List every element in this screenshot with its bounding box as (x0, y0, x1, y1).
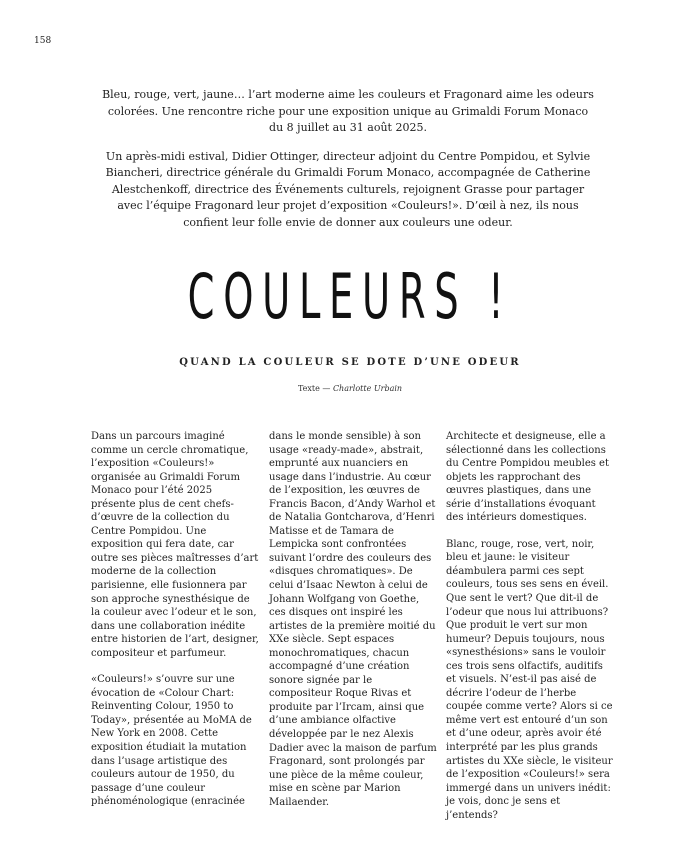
column-3-paragraph-1: Architecte et designeuse, elle a sélectionné dans les collections du Centre Pompidou meubles et objets les rapprochant des œuvres plastiques, dans une série d’installations évoquant des intérieurs domestiques. (446, 431, 609, 524)
intro-paragraph-1: Bleu, rouge, vert, jaune… l’art moderne aime les couleurs et Fragonard aime les odeurs colorées. Une rencontre riche pour une exposition unique au Grimaldi Forum Monaco du 8 juillet au 31 août 2025. (102, 88, 594, 134)
article-subtitle: QUAND LA COULEUR SE DOTE D’UNE ODEUR (179, 357, 521, 368)
column-1-paragraph-2: «Couleurs!» s’ouvre sur une évocation de «Colour Chart: Reinventing Colour, 1950 to Today», présentée au MoMA de New York en 2008. Cette exposition étudiait la mutation dans l’usage artistique des couleurs autour de 1950, du passage d’une couleur phénoménologique (enracinée (91, 674, 252, 808)
column-3-paragraph-2: Blanc, rouge, rose, vert, noir, bleu et jaune: le visiteur déambulera parmi ces sept couleurs, tous ses sens en éveil. Que sent le vert? Que dit-il de l’odeur que nous lui attribuons? Que produit le vert sur mon humeur? Depuis toujours, nous «synesthésions» sans le vouloir ces trois sens olfactifs, auditifs et visuels. N’est-il pas aisé de décrire l’odeur de l’herbe coupée comme verte? Alors si ce même vert est entouré d’un son et d’une odeur, après avoir été interprété par les plus grands artistes du XXe siècle, le visiteur de l’exposition «Couleurs!» sera immergé dans un univers inédit: je vois, donc je sens et j’entends? (446, 538, 613, 821)
body-column-3 (446, 430, 614, 822)
intro-standfirst (100, 87, 596, 231)
intro-paragraph-2: Un après-midi estival, Didier Ottinger, directeur adjoint du Centre Pompidou, et Sylvie Biancheri, directrice générale du Grimaldi Forum Monaco, accompagnée de Catherine Alestchenkoff, directrice des Événements culturels, rejoignent Grasse pour partager avec l’équipe Fragonard leur projet d’exposition «Couleurs!». D’œil à nez, ils nous confient leur folle envie de donner aux couleurs une odeur. (105, 149, 591, 229)
column-1-paragraph-1: Dans un parcours imaginé comme un cercle chromatique, l’exposition «Couleurs!» organisée au Grimaldi Forum Monaco pour l’été 2025 présente plus de cent chefs-d’œuvre de la collection du Centre Pompidou. Une exposition qui fera date, car outre ses pièces maîtresses d’art moderne de la collection parisienne, elle fusionnera par son approche synesthésique de la couleur avec l’odeur et le son, dans une collaboration inédite entre historien de l’art, designer, compositeur et parfumeur. (91, 431, 259, 659)
body-column-2 (269, 430, 437, 809)
author-credit (0, 384, 700, 393)
column-2-paragraph-1: dans le monde sensible) à son usage «ready-made», abstrait, emprunté aux nuanciers en usage dans l’industrie. Au cœur de l’exposition, les œuvres de Francis Bacon, d’Andy Warhol et de Natalia Gontcharova, d’Henri Matisse et de Tamara de Lempicka sont confrontées suivant l’ordre des couleurs des «disques chromatiques». De celui d’Isaac Newton à celui de Johann Wolfgang von Goethe, ces disques ont inspiré les artistes de la première moitié du XXe siècle. Sept espaces monochromatiques, chacun accompagné d’une création sonore signée par le compositeur Roque Rivas et produite par l’Ircam, ainsi que d’une ambiance olfactive développée par le nez Alexis Dadier avec la maison de parfum Fragonard, sont prolongés par une pièce de la même couleur, mise en scène par Marion Mailaender. (269, 431, 437, 808)
page-number: 158 (34, 36, 52, 46)
author-name: Charlotte Urbain (332, 384, 403, 393)
body-column-1 (91, 430, 259, 809)
article-title: COULEURS ! (187, 260, 513, 333)
credit-label: Texte — (297, 384, 331, 393)
